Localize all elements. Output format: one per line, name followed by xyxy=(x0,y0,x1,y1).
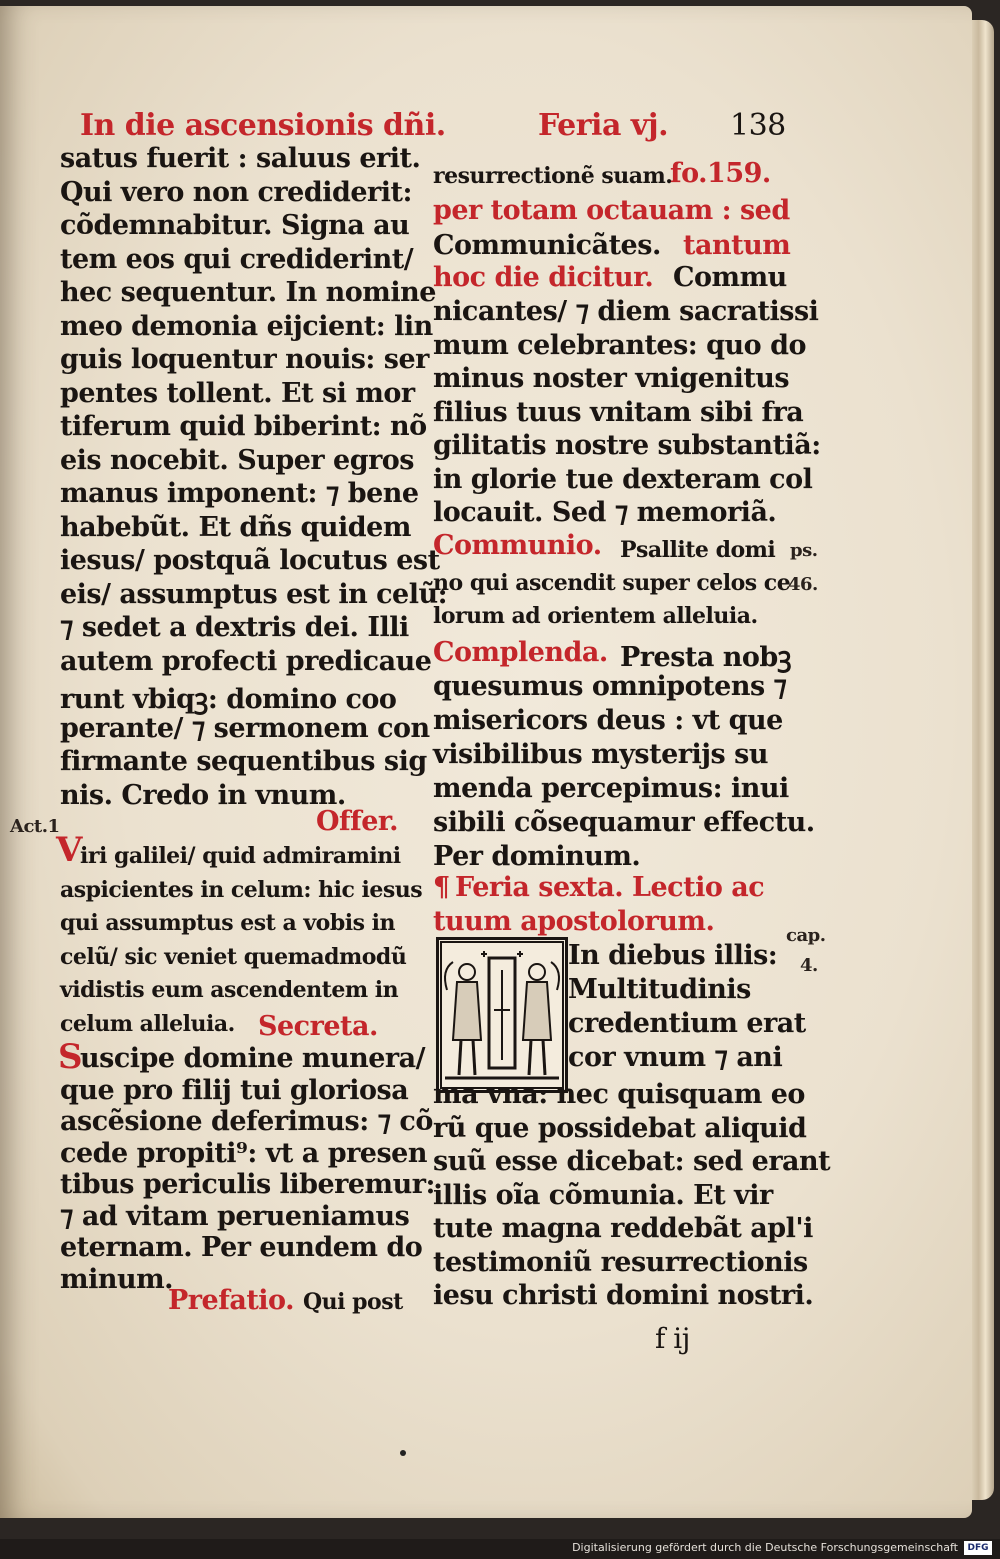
offertory-line: celum alleluia. xyxy=(60,1010,235,1037)
prefatio-incipit: Qui post xyxy=(303,1289,403,1315)
left-column-line: manus imponent: ⁊ bene xyxy=(60,478,419,509)
angels-woodcut-icon xyxy=(439,940,565,1090)
footer-credit: Digitalisierung gefördert durch die Deutsche Forschungsgemeinschaft xyxy=(572,1541,958,1554)
margin-ps-number: 46. xyxy=(788,574,818,595)
complenda-line: sibili cõsequamur effectu. xyxy=(433,807,815,838)
prefatio-rubric: Prefatio. xyxy=(168,1285,294,1316)
lectio-line: illis oĩa cõmunia. Et vir xyxy=(433,1179,773,1211)
left-column-line: habebũt. Et dñs quidem xyxy=(60,511,411,543)
communicantes-line: filius tuus vnitam sibi fra xyxy=(433,396,804,428)
margin-ps: ps. xyxy=(790,540,818,561)
woodcut-initial-image xyxy=(436,937,568,1093)
left-column-line: tem eos qui crediderint/ xyxy=(60,243,414,275)
running-title-left: In die ascensionis dñi. xyxy=(80,108,446,143)
left-column-line: guis loquentur nouis: ser xyxy=(60,344,429,375)
left-column-line: ⁊ sedet a dextris dei. Illi xyxy=(60,612,409,643)
folio-reference: fo.159. xyxy=(670,158,771,189)
offertory-initial: V xyxy=(56,830,82,870)
complenda-line: menda percepimus: inui xyxy=(433,773,789,804)
lectio-line: ma vna: nec quisquam eo xyxy=(433,1079,805,1110)
offertory-rubric: Offer. xyxy=(316,806,399,837)
complenda-line: quesumus omnipotens ⁊ xyxy=(433,671,787,702)
secreta-line: que pro filij tui gloriosa xyxy=(60,1074,409,1106)
offertory-line: celũ/ sic veniet quemadmodũ xyxy=(60,943,407,970)
margin-cap-number: 4. xyxy=(800,955,818,976)
lectio-line: cor vnum ⁊ ani xyxy=(568,1042,783,1073)
communicantes-label: Communicãtes. xyxy=(433,230,661,261)
lectio-line: In diebus illis: xyxy=(568,940,778,971)
left-column-line: nis. Credo in vnum. xyxy=(60,779,346,811)
communio-line: no qui ascendit super celos ce xyxy=(433,570,791,596)
communicantes-line: nicantes/ ⁊ diem sacratissi xyxy=(433,296,819,327)
left-column-line: satus fuerit : saluus erit. xyxy=(60,143,421,174)
left-column-line: pentes tollent. Et si mor xyxy=(60,377,415,409)
complenda-rubric: Complenda. xyxy=(433,637,608,668)
communicantes-line: minus noster vnigenitus xyxy=(433,363,790,394)
dfg-logo: DFG xyxy=(964,1541,992,1555)
secreta-line: ⁊ ad vitam perueniamus xyxy=(60,1200,410,1232)
left-column-line: iesus/ postquã locutus est xyxy=(60,545,440,576)
secreta-line: eternam. Per eundem do xyxy=(60,1232,423,1263)
paragraph-mark: ¶ xyxy=(433,872,450,903)
communio-line: lorum ad orientem alleluia. xyxy=(433,603,758,629)
margin-act: Act.1 xyxy=(10,816,60,837)
complenda-line: visibilibus mysterijs su xyxy=(433,739,768,770)
offertory-line: vidistis eum ascendentem in xyxy=(60,977,399,1003)
left-column-line: perante/ ⁊ sermonem con xyxy=(60,712,430,744)
lectio-line: testimoniũ resurrectionis xyxy=(433,1246,808,1278)
secreta-line: ascẽsione deferimus: ⁊ cõ xyxy=(60,1106,433,1137)
lectio-line: tute magna reddebãt apl'i xyxy=(433,1213,813,1244)
secreta-initial: S xyxy=(58,1037,83,1077)
complenda-line: Per dominum. xyxy=(433,841,641,872)
lectio-line: suũ esse dicebat: sed erant xyxy=(433,1146,831,1177)
lectio-line: Multitudinis xyxy=(568,974,751,1005)
left-column-line: autem profecti predicaue xyxy=(60,645,432,677)
rubric-hoc-die: hoc die dicitur. xyxy=(433,262,654,293)
commu-word: Commu xyxy=(673,262,787,293)
offertory-line: qui assumptus est a vobis in xyxy=(60,910,395,936)
left-column-line: Qui vero non crediderit: xyxy=(60,176,412,208)
communio-rubric: Communio. xyxy=(433,530,602,561)
lectio-line: rũ que possidebat aliquid xyxy=(433,1112,807,1144)
offertory-line: iri galilei/ quid admiramini xyxy=(80,843,401,869)
rubric-tantum: tantum xyxy=(683,230,791,261)
lectio-line: credentium erat xyxy=(568,1008,806,1039)
right-line-1: resurrectionẽ suam. xyxy=(433,163,673,189)
communicantes-line: locauit. Sed ⁊ memoriã. xyxy=(433,497,777,528)
secreta-line: tibus periculis liberemur: xyxy=(60,1169,435,1200)
signature-mark: f ij xyxy=(655,1322,690,1355)
right-line-2: per totam octauam : sed xyxy=(433,195,790,226)
left-column-line: tiferum quid biberint: nõ xyxy=(60,411,427,442)
complenda-first: Presta nobꝫ xyxy=(620,642,792,673)
complenda-line: misericors deus : vt que xyxy=(433,705,783,736)
secreta-rubric: Secreta. xyxy=(258,1011,378,1042)
page-speck xyxy=(400,1450,406,1456)
feria-rubric-2: tuum apostolorum. xyxy=(433,906,715,937)
secreta-line: uscipe domine munera/ xyxy=(80,1043,425,1074)
running-title-right: Feria vj. xyxy=(538,108,669,143)
communicantes-line: gilitatis nostre substantiã: xyxy=(433,430,821,461)
margin-cap: cap. xyxy=(786,925,826,946)
secreta-line: minum. xyxy=(60,1263,174,1295)
communicantes-line: mum celebrantes: quo do xyxy=(433,329,806,361)
offertory-line: aspicientes in celum: hic iesus xyxy=(60,876,423,903)
left-column-line: meo demonia eijcient: lin xyxy=(60,310,433,342)
communio-line: Psallite domi xyxy=(620,537,776,563)
left-column-line: runt vbiqꝫ: domino coo xyxy=(60,684,397,715)
page-number: 138 xyxy=(730,108,786,143)
left-column-line: firmante sequentibus sig xyxy=(60,746,427,777)
left-column-line: cõdemnabitur. Signa au xyxy=(60,210,410,241)
communicantes-line: in glorie tue dexteram col xyxy=(433,463,813,495)
lectio-line: iesu christi domini nostri. xyxy=(433,1280,814,1311)
feria-rubric-1: Feria sexta. Lectio ac xyxy=(455,872,765,903)
secreta-line: cede propiti⁹: vt a presen xyxy=(60,1137,427,1169)
left-column-line: hec sequentur. In nomine xyxy=(60,277,436,308)
left-column-line: eis nocebit. Super egros xyxy=(60,444,415,476)
left-column-line: eis/ assumptus est in celũ: xyxy=(60,578,448,610)
